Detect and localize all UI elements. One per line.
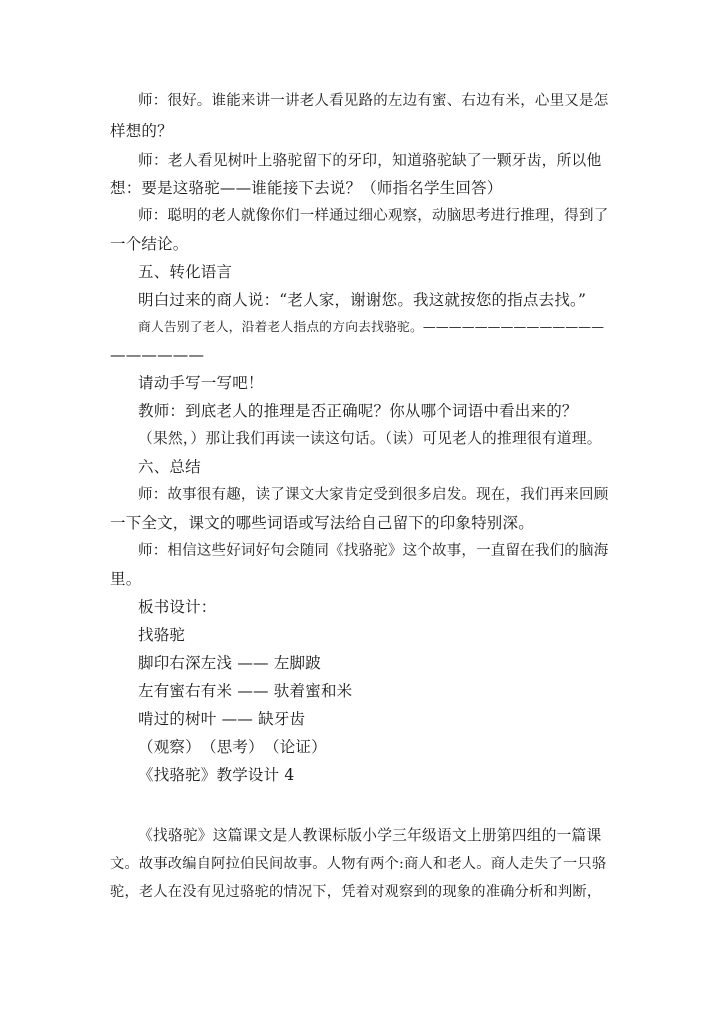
paragraph-line: 一个结论。 [110,235,189,253]
paragraph-line: 师：老人看见树叶上骆驼留下的牙印，知道骆驼缺了一颗牙齿，所以他 [138,152,602,169]
paragraph-line: 师：故事很有趣，读了课文大家肯定受到很多启发。现在，我们再来回顾 [138,487,609,503]
board-design-label: 板书设计： [138,598,217,616]
paragraph-line: 样想的？ [110,122,173,140]
paragraph-line: 商人告别了老人，沿着老人指点的方向去找骆驼。—————————————— [138,320,605,335]
board-design-row: 脚印右深左浅 —— 左脚跛 [138,654,321,672]
paragraph-line: 想：要是这骆驼——谁能接下去说？（师指名学生回答） [110,179,503,197]
section-title: 《找骆驼》教学设计 4 [138,766,295,784]
paragraph-line: 师：相信这些好词好句会随同《找骆驼》这个故事，一直留在我们的脑海 [138,543,609,559]
paragraph-line: 请动手写一写吧！ [138,374,264,392]
paragraph-line: 《找骆驼》这篇课文是人教课标版小学三年级语文上册第四组的一篇课 [138,827,602,844]
board-design-row: （观察） （思考） （论证） [138,738,327,756]
board-design-title: 找骆驼 [138,626,186,644]
section-heading: 六、总结 [138,458,201,476]
paragraph-line: （果然，）那让我们再读一读这句话。（读）可见老人的推理很有道理。 [138,430,602,447]
paragraph-line: 明白过来的商人说：“老人家，谢谢您。我这就按您的指点去找。” [138,291,587,309]
blank-line-rule: —————— [110,346,205,364]
section-heading: 五、转化语言 [138,263,233,281]
board-design-row: 啃过的树叶 —— 缺牙齿 [138,710,306,728]
paragraph-line: 师：聪明的老人就像你们一样通过细心观察，动脑思考进行推理，得到了 [138,208,609,224]
paragraph-line: 里。 [110,570,142,588]
board-design-row: 左有蜜右有米 —— 驮着蜜和米 [138,682,353,700]
paragraph-line: 一下全文，课文的哪些词语或写法给自己留下的印象特别深。 [110,514,534,532]
paragraph-line: 驼，老人在没有见过骆驼的情况下，凭着对观察到的现象的准确分析和判断， [110,884,602,900]
paragraph-line: 文。故事改编自阿拉伯民间故事。人物有两个:商人和老人。商人走失了一只骆 [110,856,607,872]
paragraph-line: 教师：到底老人的推理是否正确呢？你从哪个词语中看出来的？ [138,402,578,420]
paragraph-line: 师：很好。谁能来讲一讲老人看见路的左边有蜜、右边有米，心里又是怎 [138,93,609,109]
